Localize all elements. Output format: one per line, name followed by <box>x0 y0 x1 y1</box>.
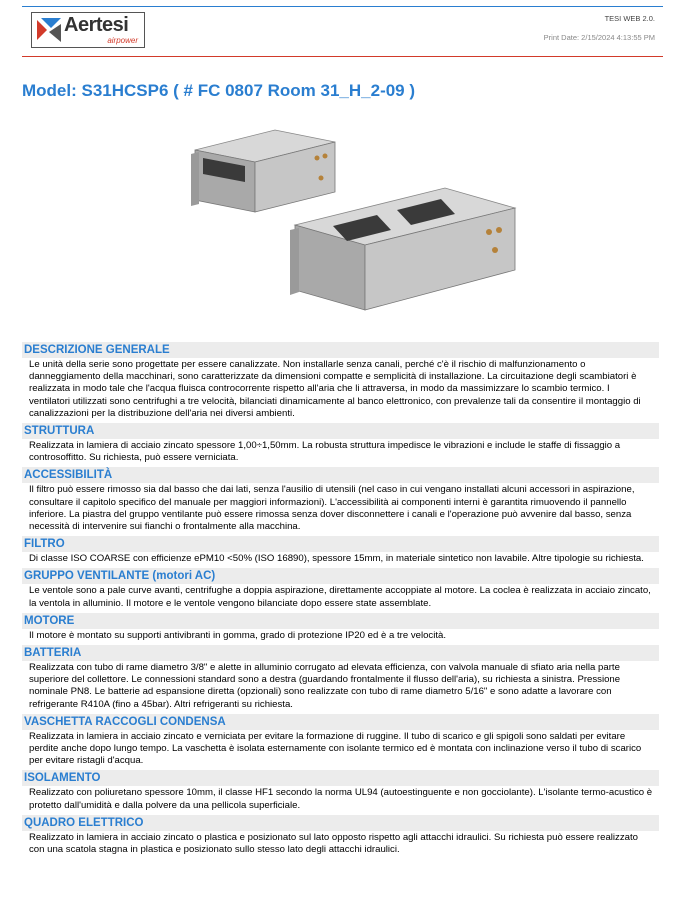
section-body: Le ventole sono a pale curve avanti, centrifughe a doppia aspirazione, direttamente accoppiate al motore. La coclea è realizzata in acciaio zincato, la ventola in alluminio. Il motore e le ventole vengono bilanciate dopo essere state assemblate. <box>29 585 651 609</box>
print-date: Print Date: 2/15/2024 4:13:55 PM <box>543 33 655 42</box>
section-body: Il motore è montato su supporti antivibranti in gomma, grado di protezione IP20 ed è a tre velocità. <box>29 629 447 641</box>
model-title: Model: S31HCSP6 ( # FC 0807 Room 31_H_2-09 ) <box>22 81 416 100</box>
section-heading: DESCRIZIONE GENERALE <box>22 342 659 358</box>
section-body: Realizzata in lamiera in acciaio zincato e verniciata per evitare la formazione di ruggine. Il tubo di scarico e gli spigoli sono saldati per evitare perdite anche dopo lungo tempo. La vaschetta è isolata esternamente con isolante termico ed è montata con inclinazione verso il tubo di scarico per evitare ristagli d'acqua. <box>29 730 642 767</box>
section-heading: VASCHETTA RACCOGLI CONDENSA <box>22 714 659 730</box>
product-image <box>185 120 525 320</box>
logo-text: Aertesi <box>64 14 129 36</box>
company-logo <box>31 12 145 48</box>
section-body: Di classe ISO COARSE con efficienze ePM10 <50% (ISO 16890), spessore 15mm, in materiale sintetico non lavabile. Altre tipologie su richiesta. <box>29 553 644 565</box>
section-body: Le unità della serie sono progettate per essere canalizzate. Non installarle senza canali, perché c'è il rischio di malfunzionamento o danneggiamento della macchinari, sono caratterizzate da dimensioni compatte e semplicità di installazione. La circuitazione degli scambiatori è realizzata in modo tale che l'acqua fluisca controcorrente rispetto all'aria che li attraversa, in modo da massimizzare lo scambio termico. I ventilatori utilizzati sono centrifughi a tre velocità, bilanciati dinamicamente al banco elettronico, con prevalenze tali da consentire il montaggio di canalizzazioni per la distribuzione dell'aria nei diversi ambienti. <box>29 359 641 419</box>
section-heading: FILTRO <box>22 536 659 552</box>
section-heading: ACCESSIBILITÀ <box>22 467 659 483</box>
logo-subtext: airpower <box>107 36 138 45</box>
section-body: Realizzata in lamiera di acciaio zincato spessore 1,00÷1,50mm. La robusta struttura impedisce le vibrazioni e include le staffe di fissaggio a controsoffitto. Su richiesta, può essere verniciata. <box>29 440 621 464</box>
header-bottom-rule <box>22 56 663 57</box>
ducted-unit-small <box>191 130 335 212</box>
section-body: Il filtro può essere rimosso sia dal basso che dai lati, senza l'ausilio di utensili (nel caso in cui vengano installati alcuni accessori in aspirazione, consultare il capitolo specifico del manuale per maggiori informazioni). L'accessibilità ai componenti interni è garantita rimuovendo il pannello inferiore. La piastra del gruppo ventilante può essere rimossa senza dover disconnettere i canali e l'operazione può avvenire dal basso, senza necessità di intervenire sui fianchi o frontalmente alla macchina. <box>29 484 635 533</box>
section-body: Realizzata con tubo di rame diametro 3/8" e alette in alluminio corrugato ad elevata efficienza, con valvola manuale di sfiato aria nella parte superiore del collettore. Le connessioni standard sono a destra (guardando frontalmente il flusso dell'aria), su richiesta a sinistra. Pressione nominale PN8. Le batterie ad espansione diretta (opzionali) sono realizzate con tubo di rame diametro 5/16" e sono adatte a lavorare con refrigerante R410A (fino a 45bar). Altri refrigeranti su richiesta. <box>29 662 621 710</box>
section-heading: ISOLAMENTO <box>22 770 659 786</box>
section-heading: MOTORE <box>22 613 659 629</box>
section-body: Realizzato con poliuretano spessore 10mm, il classe HF1 secondo la norma UL94 (autoestinguente e non gocciolante). L'isolante termo-acustico è protetto dall'umidità e dalla polvere da una pellicola superficiale. <box>29 787 653 811</box>
section-heading: GRUPPO VENTILANTE (motori AC) <box>22 568 659 584</box>
section-body: Realizzato in lamiera in acciaio zincato o plastica e posizionato sul lato opposto rispetto agli attacchi idraulici. Su richiesta può essere realizzato con una scatola stagna in plastica e posizionato sullo stesso lato degli attacchi idraulici. <box>29 831 638 856</box>
ducted-unit-large <box>290 188 515 310</box>
section-heading: BATTERIA <box>22 645 659 661</box>
section-heading: STRUTTURA <box>22 423 659 439</box>
section-heading: QUADRO ELETTRICO <box>22 815 659 831</box>
spec-sections <box>22 342 659 859</box>
logo-mark-icon <box>35 16 63 44</box>
header-top-rule <box>22 6 663 7</box>
system-name: TESI WEB 2.0. <box>604 14 655 23</box>
